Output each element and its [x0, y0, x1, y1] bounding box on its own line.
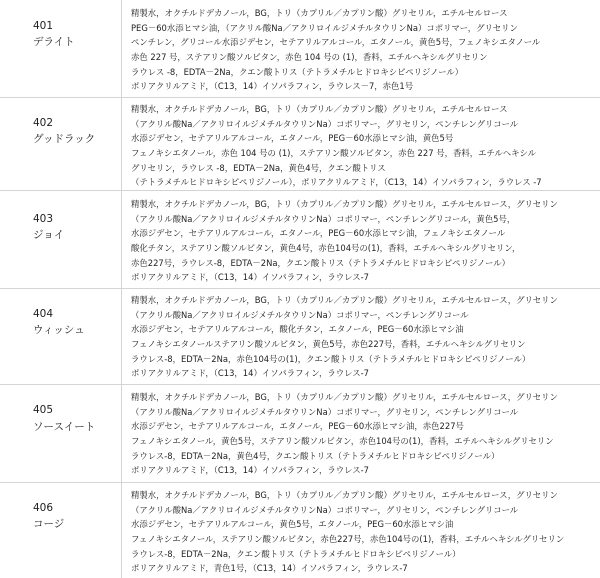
ingredient-line: 水添ジデセン，セテアリルアルコール，黄色5号，エタノール，PEG－60水添ヒマシ油 [131, 519, 454, 530]
ingredient-line: （アクリル酸Na／アクリロイルジメチルタウリンNa）コポリマー，グリセリン，ペンチレングリコール [131, 118, 519, 129]
ingredient-line: グリセリン，ラウレス -8，EDTA－2Na，黄色4号，クエン酸トリス [131, 162, 386, 173]
ingredient-line: 水添ジデセン，セテアリルアルコール，酸化チタン，エタノール，PEG－60水添ヒマシ油 [131, 324, 464, 335]
product-code: 404 [33, 308, 54, 320]
ingredient-line: 酸化チタン，ステアリン酸ソルビタン，黄色4号，赤色104号の(1)，香料，エチルヘキシルグリセリン， [131, 243, 521, 254]
ingredient-line: 精製水，オクチルドデカノール，BG，トリ（カプリル／カプリン酸）グリセリル，エチルセルロース，グリセリン [131, 490, 558, 500]
ingredient-list [131, 102, 596, 190]
ingredient-line: 水添ジデセン，セテアリルアルコール，エタノール，PEG－60水添ヒマシ油，赤色227号 [131, 421, 464, 432]
ingredient-list [131, 6, 596, 94]
product-name: デライト [33, 36, 75, 48]
product-label-cell [0, 483, 122, 578]
ingredient-line: ラウレス -8，EDTA－2Na，クエン酸トリス（テトラメチルヒドロキシピペリジノール） [131, 66, 464, 77]
product-name: ジョイ [33, 229, 65, 241]
product-row-402 [0, 97, 600, 190]
ingredient-line: （アクリル酸Na／アクリロイルジメチルタウリンNa）コポリマー，グリセリン，ペンチレングリコール [131, 406, 519, 417]
product-label-cell [0, 385, 122, 482]
product-row-406 [0, 482, 600, 578]
product-code: 402 [33, 117, 54, 129]
ingredient-line: フェノキシエタノール，黄色5号，ステアリン酸ソルビタン，赤色104号の(1)，香料，エチルヘキシルグリセリン [131, 436, 554, 447]
product-name: ウィッシュ [33, 324, 85, 336]
product-row-404 [0, 288, 600, 384]
ingredient-list [131, 488, 596, 576]
product-label-cell [0, 191, 122, 288]
ingredient-line: 赤色 227 号，ステアリン酸ソルビタン，赤色 104 号の (1)，香料，エチルヘキシルグリセリン [131, 52, 488, 63]
ingredient-line: ポリアクリルアミド，（C13，14）イソパラフィン，ラウレス-7 [131, 368, 369, 379]
ingredient-line: フェノキシエタノールステアリン酸ソルビタン，黄色5号，赤色227号，香料，エチルヘキシルグリセリン [131, 339, 526, 350]
ingredient-line: ポリアクリルアミド，（C13，14）イソパラフィン，ラウレス－7，赤色1号 [131, 81, 414, 92]
ingredient-line: 精製水，オクチルドデカノール，BG，トリ（カプリル／カプリン酸）グリセリル，エチルセルロース，グリセリン [131, 392, 558, 402]
product-row-403 [0, 190, 600, 288]
ingredient-line: フェノキシエタノール，赤色 104 号の (1)，ステアリン酸ソルビタン，赤色 227 号，香料，エチルヘキシル [131, 148, 536, 159]
ingredient-line: ラウレス-8，EDTA－2Na，赤色104号の(1)，クエン酸トリス（テトラメチルヒドロキシピペリジノール） [131, 353, 531, 364]
ingredient-line: ポリアクリルアミド，（C13，14）イソパラフィン，ラウレス-7 [131, 465, 369, 476]
ingredient-line: ラウレス-8，EDTA－2Na，黄色4号，クエン酸トリス（テトラメチルヒドロキシピペリジノール） [131, 450, 500, 461]
product-label-cell [0, 98, 122, 190]
product-label-cell [0, 0, 122, 97]
product-label-cell [0, 289, 122, 384]
ingredient-list [131, 293, 596, 381]
ingredient-line: ポリアクリルアミド，（C13，14）イソパラフィン，ラウレス-7 [131, 272, 369, 283]
ingredient-line: （アクリル酸Na／アクリロイルジメチルタウリンNa）コポリマー，ペンチレングリコール，黄色5号， [131, 213, 516, 224]
ingredient-line: PEG－60水添ヒマシ油，（アクリル酸Na／アクリロイルジメチルタウリンNa）コポリマー，グリセリン [131, 22, 518, 33]
ingredient-line: 精製水，オクチルドデカノール，BG，トリ（カプリル／カプリン酸）グリセリル，エチルセルロース [131, 104, 508, 114]
product-name: ソースイート [33, 421, 96, 433]
product-row-405 [0, 384, 600, 482]
product-name: コージ [33, 518, 65, 530]
product-row-401 [0, 0, 600, 97]
ingredient-line: 精製水，オクチルドデカノール，BG，トリ（カプリル／カプリン酸）グリセリル，エチルセルロース [131, 8, 508, 18]
ingredient-line: （テトラメチルヒドロキシピペリジノール），ポリアクリルアミド，（C13，14）イソパラフィン，ラウレス -7 [131, 177, 542, 188]
product-code: 406 [33, 502, 54, 514]
ingredient-line: （アクリル酸Na／アクリロイルジメチルタウリンNa）コポリマー，ペンチレングリコール [131, 309, 469, 320]
ingredient-line: 水添ジデセン，セテアリルアルコール，エタノール，PEG－60水添ヒマシ油，黄色5号 [131, 133, 454, 144]
product-code: 401 [33, 20, 54, 32]
ingredient-line: （アクリル酸Na／アクリロイルジメチルタウリンNa）コポリマー，グリセリン，ペンチレングリコール [131, 504, 519, 515]
ingredient-line: 赤色227号，ラウレス-8，EDTA－2Na，クエン酸トリス（テトラメチルヒドロキシピペリジノール） [131, 257, 510, 268]
ingredient-line: 精製水，オクチルドデカノール，BG，トリ（カプリル／カプリン酸）グリセリル，エチルセルロース，グリセリン [131, 199, 558, 209]
ingredient-list [131, 197, 596, 285]
product-code: 405 [33, 404, 54, 416]
product-code: 403 [33, 213, 54, 225]
ingredient-line: ポリアクリルアミド，青色1号，（C13，14）イソパラフィン，ラウレス-7 [131, 563, 408, 574]
ingredient-line: 精製水，オクチルドデカノール，BG，トリ（カプリル／カプリン酸）グリセリル，エチルセルロース，グリセリン [131, 295, 558, 305]
ingredient-line: フェノキシエタノール，ステアリン酸ソルビタン，赤色227号，赤色104号の(1)，香料，エチルヘキシルグリセリン [131, 534, 565, 545]
ingredient-line: 水添ジデセン，セテアリルアルコール，エタノール，PEG－60水添ヒマシ油，フェノキシエタノール [131, 228, 506, 239]
product-name: グッドラック [33, 133, 96, 145]
ingredient-line: ペンチレン，グリコール水添ジデセン，セテアリルアルコール，エタノール，黄色5号，フェノキシエタノール [131, 37, 541, 48]
ingredient-line: ラウレス-8，EDTA－2Na，クエン酸トリス（テトラメチルヒドロキシピペリジノール） [131, 548, 461, 559]
ingredient-list [131, 390, 596, 478]
